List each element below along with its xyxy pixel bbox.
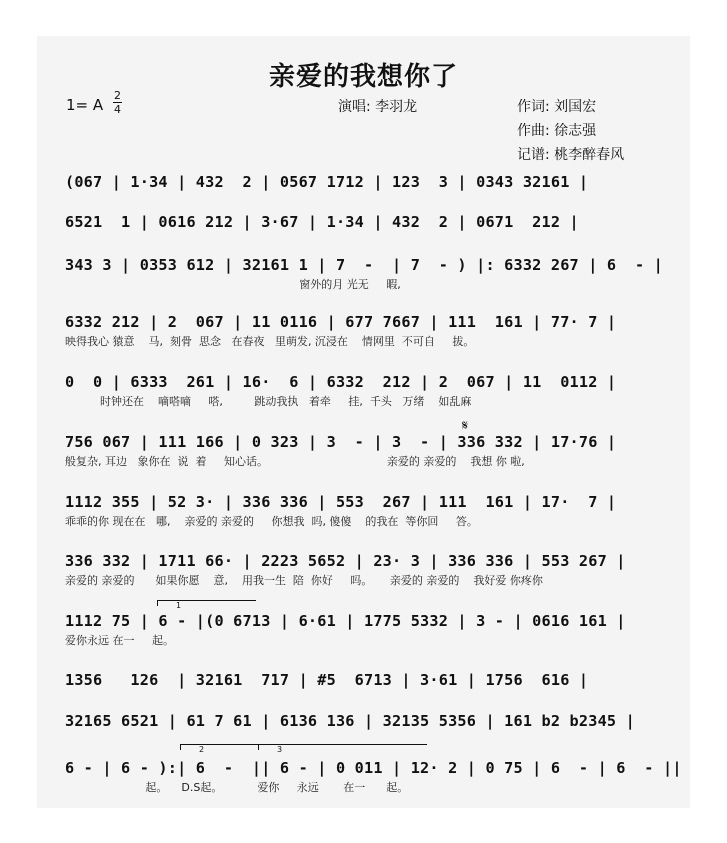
staff-lyrics: 乖乖的你 现在在 哪, 亲爱的 亲爱的 你想我 吗, 傻傻 的我在 等你回 答。 (65, 515, 478, 528)
staff-notes: 6521 1 | 0616 212 | 3·67 | 1·34 | 432 2 | 0671 212 | (65, 213, 579, 231)
staff-lyrics: 起。 D.S起。 爱你 永远 在一 起。 (65, 781, 409, 794)
volta-bracket-1: 1 (157, 600, 256, 606)
staff-notes: 32165 6521 | 61 7 61 | 6136 136 | 32135 5356 | 161 b2 b2345 | (65, 712, 635, 730)
staff-line-11 (65, 711, 663, 734)
time-signature-top: 2 (114, 89, 121, 102)
staff-line-4 (65, 312, 663, 349)
staff-line-9 (65, 611, 663, 648)
staff-lyrics: 亲爱的 亲爱的 如果你愿 意, 用我一生 陪 你好 吗。 亲爱的 亲爱的 我好爱 你疼你 (65, 574, 543, 587)
staff-line-1 (65, 172, 663, 195)
staff-line-7 (65, 492, 663, 529)
staff-notes: 0 0 | 6333 261 | 16· 6 | 6332 212 | 2 067 | 11 0112 | (65, 373, 617, 391)
staff-notes: 1356 126 | 32161 717 | #5 6713 | 3·61 | 1756 616 | (65, 671, 589, 689)
staff-notes: (067 | 1·34 | 432 2 | 0567 1712 | 123 3 | 0343 32161 | (65, 173, 589, 191)
volta-bracket-2: 2 (180, 744, 269, 750)
staff-line-3 (65, 255, 663, 292)
singer-credit: 演唱: 李羽龙 (338, 99, 418, 115)
staff-line-2 (65, 212, 663, 235)
staff-lyrics: 时钟还在 嘀嗒嘀 嗒, 跳动我执 着牵 挂, 千头 万绪 如乱麻 (65, 395, 472, 408)
lyricist-credit: 作词: 刘国宏 (517, 99, 597, 115)
staff-lyrics: 映得我心 猿意 马, 刻骨 思念 在春夜 里萌发, 沉浸在 情网里 不可自 拔。 (65, 335, 475, 348)
staff-line-10 (65, 670, 663, 693)
key-signature: 1= A (66, 96, 104, 114)
staff-lyrics: 般复杂, 耳边 象你在 说 着 知心话。 亲爱的 亲爱的 我想 你 啦, (65, 455, 525, 468)
staff-lyrics: 窗外的月 光无 暇, (65, 278, 401, 291)
composer-credit: 作曲: 徐志强 (517, 123, 597, 139)
volta-bracket-3: 3 (258, 744, 427, 750)
staff-notes: 336 332 | 1711 66· | 2223 5652 | 23· 3 | 336 336 | 553 267 | (65, 552, 626, 570)
staff-notes: 6332 212 | 2 067 | 11 0116 | 677 7667 | 111 161 | 77· 7 | (65, 313, 617, 331)
staff-notes: 6 - | 6 - ):| 6 - || 6 - | 0 011 | 12· 2 | 0 75 | 6 - | 6 - || (65, 759, 682, 777)
transcriber-credit: 记谱: 桃李醉春风 (517, 147, 625, 163)
staff-line-8 (65, 551, 663, 588)
staff-lyrics: 爱你永远 在一 起。 (65, 634, 174, 647)
time-signature (113, 90, 122, 115)
segno-sign: 𝄋 (462, 418, 469, 434)
staff-notes: 343 3 | 0353 612 | 32161 1 | 7 - | 7 - ) |: 6332 267 | 6 - | (65, 256, 663, 274)
staff-line-5 (65, 372, 663, 409)
staff-notes: 756 067 | 111 166 | 0 323 | 3 - | 3 - | 336 332 | 17·76 | (65, 433, 617, 451)
song-title: 亲爱的我想你了 (268, 62, 458, 92)
staff-notes: 1112 355 | 52 3· | 336 336 | 553 267 | 111 161 | 17· 7 | (65, 493, 617, 511)
time-signature-bottom: 4 (114, 103, 121, 116)
staff-line-12 (65, 758, 682, 795)
staff-line-6 (65, 432, 663, 469)
staff-notes: 1112 75 | 6 - |(0 6713 | 6·61 | 1775 5332 | 3 - | 0616 161 | (65, 612, 626, 630)
